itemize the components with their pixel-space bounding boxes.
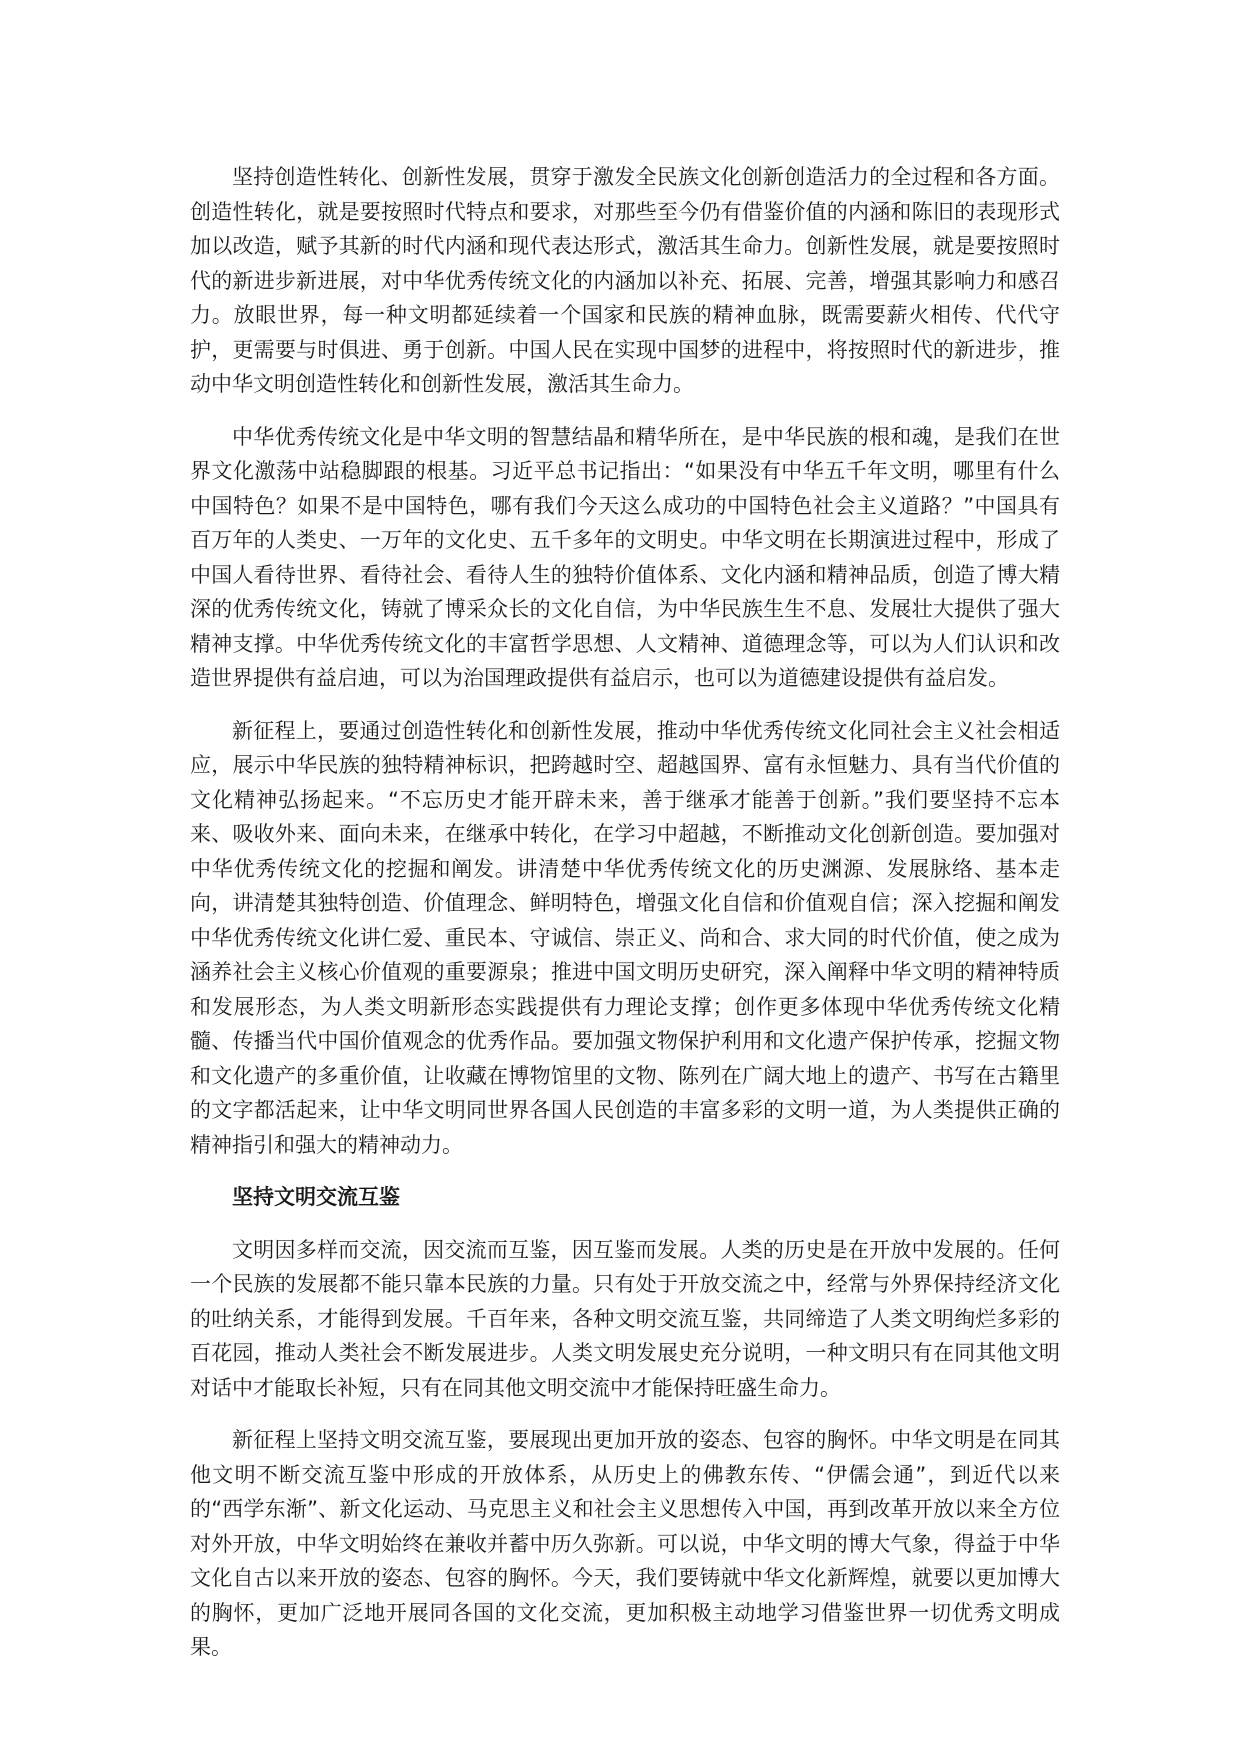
section-heading: 坚持文明交流互鉴 xyxy=(232,1185,400,1209)
paragraph-traditional-culture: 中华优秀传统文化是中华文明的智慧结晶和精华所在，是中华民族的根和魂，是我们在世界文化激荡中站稳脚跟的根基。习近平总书记指出：“如果没有中华五千年文明，哪里有什么中国特色？如果不是中国特色，哪有我们今天这么成功的中国特色社会主义道路？”中国具有百万年的人类史、一万年的文化史、五千多年的文明史。中华文明在长期演进过程中，形成了中国人看待世界、看待社会、看待人生的独特价值体系、文化内涵和精神品质，创造了博大精深的优秀传统文化，铸就了博采众长的文化自信，为中华民族生生不息、发展壮大提供了强大精神支撑。中华优秀传统文化的丰富哲学思想、人文精神、道德理念等，可以为人们认识和改造世界提供有益启迪，可以为治国理政提供有益启示，也可以为道德建设提供有益启发。 xyxy=(190,424,1060,690)
paragraph-new-journey: 新征程上，要通过创造性转化和创新性发展，推动中华优秀传统文化同社会主义社会相适应，展示中华民族的独特精神标识，把跨越时空、超越国界、富有永恒魅力、具有当代价值的文化精神弘扬起来。“不忘历史才能开辟未来，善于继承才能善于创新。”我们要坚持不忘本来、吸收外来、面向未来，在继承中转化，在学习中超越，不断推动文化创新创造。要加强对中华优秀传统文化的挖掘和阐发。讲清楚中华优秀传统文化的历史渊源、发展脉络、基本走向，讲清楚其独特创造、价值理念、鲜明特色，增强文化自信和价值观自信；深入挖掘和阐发中华优秀传统文化讲仁爱、重民本、守诚信、崇正义、尚和合、求大同的时代价值，使之成为涵养社会主义核心价值观的重要源泉；推进中国文明历史研究，深入阐释中华文明的精神特质和发展形态，为人类文明新形态实践提供有力理论支撑；创作更多体现中华优秀传统文化精髓、传播当代中国价值观念的优秀作品。要加强文物保护利用和文化遗产保护传承，挖掘文物和文化遗产的多重价值，让收藏在博物馆里的文物、陈列在广阔大地上的遗产、书写在古籍里的文字都活起来，让中华文明同世界各国人民创造的丰富多彩的文明一道，为人类提供正确的精神指引和强大的精神动力。 xyxy=(190,718,1060,1157)
paragraph-openness: 新征程上坚持文明交流互鉴，要展现出更加开放的姿态、包容的胸怀。中华文明是在同其他文明不断交流互鉴中形成的开放体系，从历史上的佛教东传、“伊儒会通”，到近代以来的“西学东渐”、新文化运动、马克思主义和社会主义思想传入中国，再到改革开放以来全方位对外开放，中华文明始终在兼收并蓄中历久弥新。可以说，中华文明的博大气象，得益于中华文化自古以来开放的姿态、包容的胸怀。今天，我们要铸就中华文化新辉煌，就要以更加博大的胸怀，更加广泛地开展同各国的文化交流，更加积极主动地学习借鉴世界一切优秀文明成果。 xyxy=(190,1428,1060,1659)
article-body xyxy=(190,160,1060,1683)
paragraph-creative-transformation: 坚持创造性转化、创新性发展，贯穿于激发全民族文化创新创造活力的全过程和各方面。创造性转化，就是要按照时代特点和要求，对那些至今仍有借鉴价值的内涵和陈旧的表现形式加以改造，赋予其新的时代内涵和现代表达形式，激活其生命力。创新性发展，就是要按照时代的新进步新进展，对中华优秀传统文化的内涵加以补充、拓展、完善，增强其影响力和感召力。放眼世界，每一种文明都延续着一个国家和民族的精神血脉，既需要薪火相传、代代守护，更需要与时俱进、勇于创新。中国人民在实现中国梦的进程中，将按照时代的新进步，推动中华文明创造性转化和创新性发展，激活其生命力。 xyxy=(190,165,1060,396)
paragraph-civilization-exchange: 文明因多样而交流，因交流而互鉴，因互鉴而发展。人类的历史是在开放中发展的。任何一个民族的发展都不能只靠本民族的力量。只有处于开放交流之中，经常与外界保持经济文化的吐纳关系，才能得到发展。千百年来，各种文明交流互鉴，共同缔造了人类文明绚烂多彩的百花园，推动人类社会不断发展进步。人类文明发展史充分说明，一种文明只有在同其他文明对话中才能取长补短，只有在同其他文明交流中才能保持旺盛生命力。 xyxy=(190,1237,1060,1400)
